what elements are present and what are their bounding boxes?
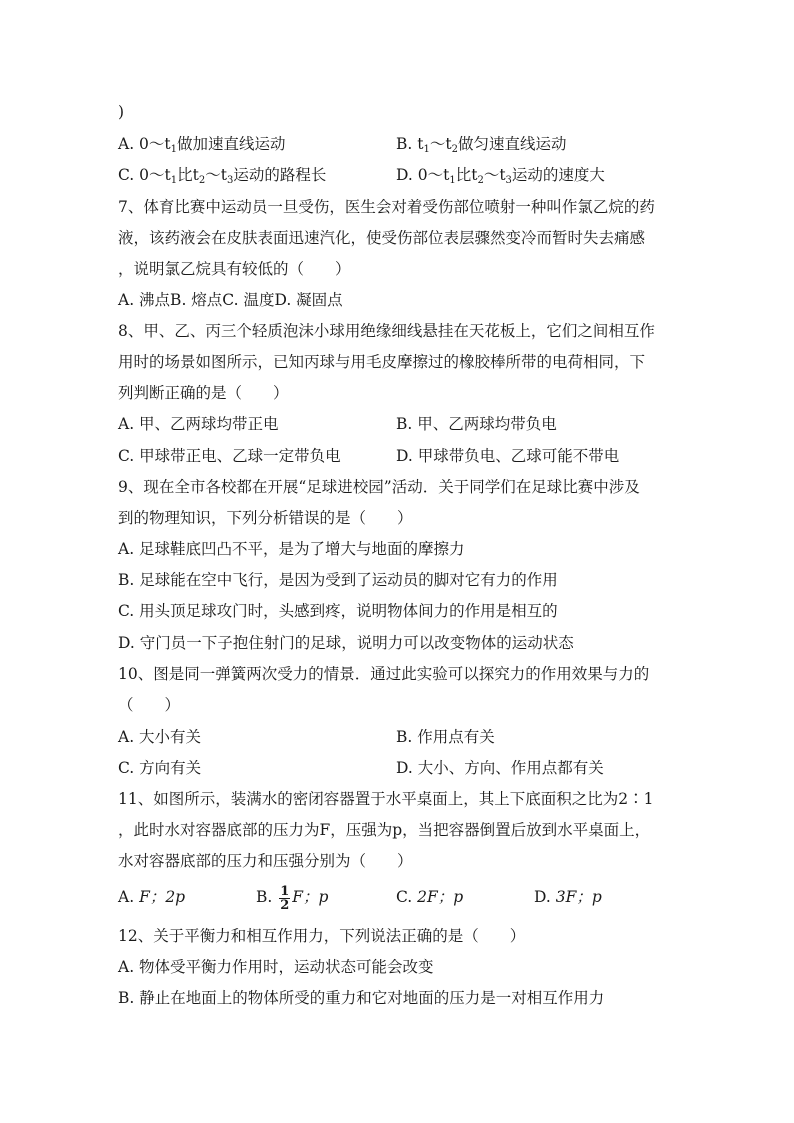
q8-options-row1 [118,414,557,434]
q8-stem-line1: 8、甲、乙、丙三个轻质泡沫小球用绝缘细线悬挂在天花板上，它们之间相互作 [118,322,655,340]
q8-option-d[interactable]: D. 甲球带负电、乙球可能不带电 [396,447,620,465]
q10-option-b[interactable]: B. 作用点有关 [396,728,495,746]
q10-stem-line2: （ ） [118,696,181,714]
q10-options-row1 [118,727,495,747]
q8-option-a[interactable]: A. 甲、乙两球均带正电 [118,415,279,433]
q11-stem-line2: ，此时水对容器底部的压力为F，压强为p，当把容器倒置后放到水平桌面上， [118,821,651,839]
q8-stem-line2: 用时的场景如图所示，已知丙球与用毛皮摩擦过的橡胶棒所带的电荷相同，下 [118,353,646,371]
q12-option-b[interactable]: B. 静止在地面上的物体所受的重力和它对地面的压力是一对相互作用力 [118,989,605,1007]
q11-option-d[interactable]: D. 3F；p [534,888,602,906]
q7-stem-line2: 液，该药液会在皮肤表面迅速汽化，使受伤部位表层骤然变冷而暂时失去痛感 [118,229,646,247]
q8-stem-line3: 列判断正确的是（ ） [118,384,289,402]
q11-stem-line1: 11、如图所示，装满水的密闭容器置于水平桌面上，其上下底面积之比为2∶1 [118,790,654,808]
q12-option-a[interactable]: A. 物体受平衡力作用时，运动状态可能会改变 [118,958,434,976]
q11-stem-line3: 水对容器底部的压力和压强分别为（ ） [118,852,413,870]
q11-option-b[interactable]: B. $\frac{1}{2}$ F；p [256,883,329,913]
q8-option-c[interactable]: C. 甲球带正电、乙球一定带负电 [118,447,341,465]
q6-options-row1 [118,134,567,160]
q9-option-a[interactable]: A. 足球鞋底凹凸不平，是为了增大与地面的摩擦力 [118,540,465,558]
one-half-fraction: $\frac{1}{2}$ [280,883,290,913]
q6-option-a[interactable]: A. $0\sim t_1$做加速直线运动 [118,135,286,155]
q6-stem-tail: ) [118,103,125,121]
q6-option-c[interactable]: C. $0\sim t_1$比$t_2\sim t_3$运动的路程长 [118,166,327,186]
q10-option-a[interactable]: A. 大小有关 [118,728,202,746]
q11-option-c[interactable]: C. 2F；p [396,888,464,906]
q11-options [118,883,602,913]
q9-option-c[interactable]: C. 用头顶足球攻门时，头感到疼，说明物体间力的作用是相互的 [118,602,558,620]
q9-stem-line1: 9、现在全市各校都在开展“足球进校园”活动．关于同学们在足球比赛中涉及 [118,478,640,496]
q9-stem-line2: 到的物理知识，下列分析错误的是（ ） [118,509,413,527]
q10-option-c[interactable]: C. 方向有关 [118,759,202,777]
q7-stem-line1: 7、体育比赛中运动员一旦受伤，医生会对着受伤部位喷射一种叫作氯乙烷的药 [118,198,655,216]
q9-option-b[interactable]: B. 足球能在空中飞行，是因为受到了运动员的脚对它有力的作用 [118,571,558,589]
q6-options-row2 [118,165,605,191]
q6-option-d[interactable]: D. $0\sim t_1$比$t_2\sim t_3$运动的速度大 [396,166,605,186]
q8-options-row2 [118,446,620,466]
q7-options[interactable]: A. 沸点B. 熔点C. 温度D. 凝固点 [118,291,343,309]
q10-stem-line1: 10、图是同一弹簧两次受力的情景．通过此实验可以探究力的作用效果与力的 [118,665,650,683]
q7-stem-line3: ，说明氯乙烷具有较低的（ ） [118,260,351,278]
q11-option-a[interactable]: A. F；2p [118,888,186,906]
q10-option-d[interactable]: D. 大小、方向、作用点都有关 [396,759,604,777]
q9-option-d[interactable]: D. 守门员一下子抱住射门的足球，说明力可以改变物体的运动状态 [118,634,574,652]
q12-stem-line1: 12、关于平衡力和相互作用力，下列说法正确的是（ ） [118,927,526,945]
q6-option-b[interactable]: B. $t_1\sim t_2$做匀速直线运动 [396,135,567,155]
q8-option-b[interactable]: B. 甲、乙两球均带负电 [396,415,557,433]
q10-options-row2 [118,758,604,778]
